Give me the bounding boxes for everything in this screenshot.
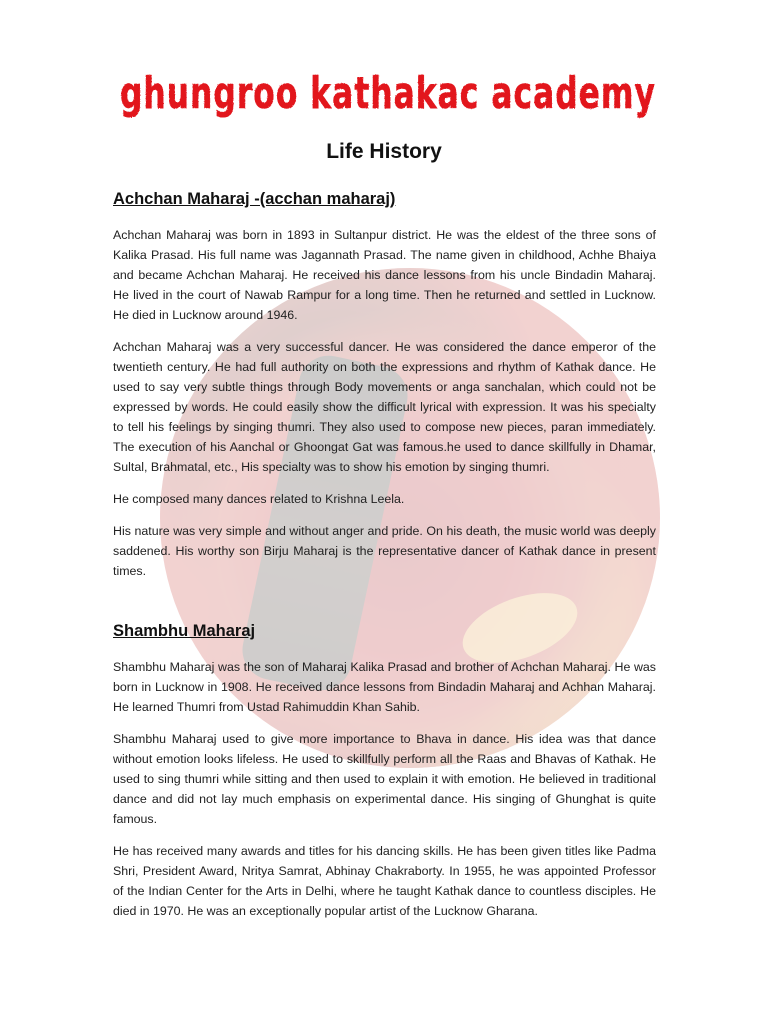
academy-logo bbox=[118, 68, 658, 130]
paragraph: Shambhu Maharaj was the son of Maharaj Kalika Prasad and brother of Achchan Maharaj. He was born in Lucknow in 1908. He received dance lessons from Bindadin Maharaj and Achhan Maharaj. He learned Thumri from Ustad Rahimuddin Khan Sahib. bbox=[113, 660, 656, 714]
paragraph: Shambhu Maharaj used to give more importance to Bhava in dance. His idea was that dance without emotion looks lifeless. He used to skillfully perform all the Raas and Bhavas of Kathak. He used to sing thumri while sitting and then used to explain it with emotion. He believed in traditional dance and did not lay much emphasis on experimental dance. His singing of Ghunghat is quite famous. bbox=[113, 732, 656, 826]
paragraph: He has received many awards and titles for his dancing skills. He has been given titles like Padma Shri, President Award, Nritya Samrat, Abhinay Chakraborty. In 1955, he was appointed Professor of the Indian Center for the Arts in Delhi, where he taught Kathak dance to countless disciples. He died in 1970. He was an exceptionally popular artist of the Lucknow Gharana. bbox=[113, 844, 656, 918]
paragraph: He composed many dances related to Krishna Leela. bbox=[113, 492, 405, 506]
page-title: Life History bbox=[326, 140, 442, 163]
paragraph: Achchan Maharaj was a very successful dancer. He was considered the dance emperor of the twentieth century. He had full authority on both the expressions and rhythm of Kathak dance. He used to say very subtle things through Body movements or anga sanchalan, which could not be expressed by words. He could easily show the difficult lyrical with expression. It was his specialty to tell his feelings by singing thumri. They also used to compose new pieces, paran immediately. The execution of his Aanchal or Ghoongat Gat was famous.he used to dance skillfully in Dhamar, Sultal, Brahmatal, etc., His specialty was to show his emotion by singing thumri. bbox=[113, 340, 656, 474]
logo-text: ghungroo kathakac academy bbox=[120, 68, 656, 119]
paragraph: His nature was very simple and without anger and pride. On his death, the music world was deeply saddened. His worthy son Birju Maharaj is the representative dancer of Kathak dance in present times. bbox=[113, 524, 656, 578]
section-achchan-maharaj bbox=[113, 190, 656, 593]
section-heading: Achchan Maharaj -(acchan maharaj) bbox=[113, 190, 396, 208]
paragraph: Achchan Maharaj was born in 1893 in Sultanpur district. He was the eldest of the three sons of Kalika Prasad. His full name was Jagannath Prasad. The name given in childhood, Achhe Bhaiya and became Achchan Maharaj. He received his dance lessons from his uncle Bindadin Maharaj. He lived in the court of Nawab Rampur for a long time. Then he returned and settled in Lucknow. He died in Lucknow around 1946. bbox=[113, 228, 656, 322]
section-heading: Shambhu Maharaj bbox=[113, 622, 256, 640]
section-shambhu-maharaj bbox=[113, 622, 656, 933]
